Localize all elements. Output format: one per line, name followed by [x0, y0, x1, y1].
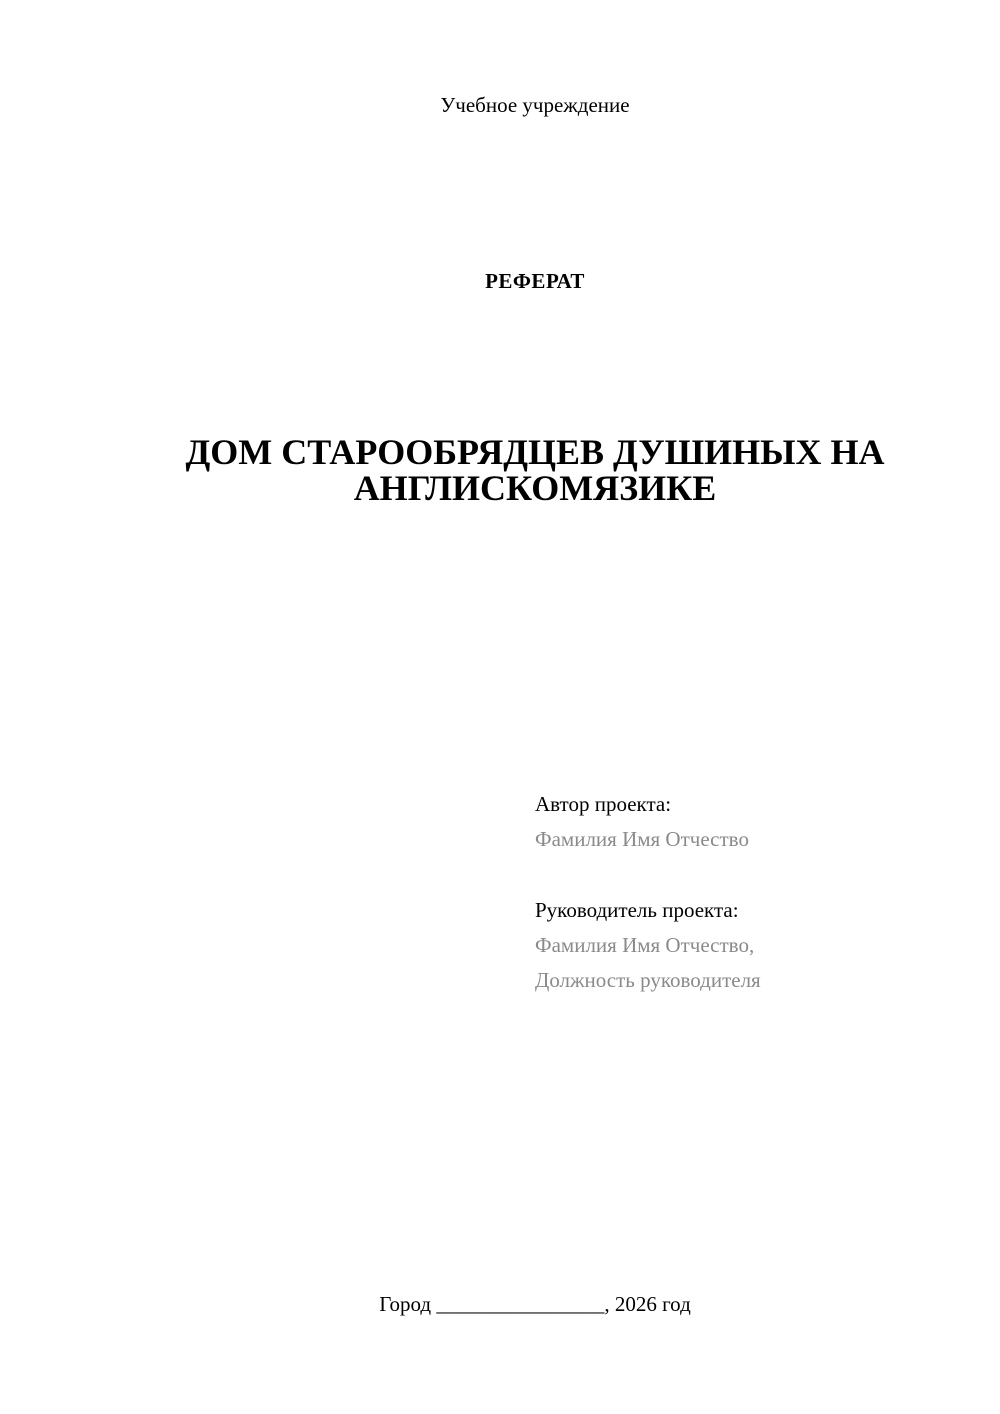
supervisor-name: Фамилия Имя Отчество,: [535, 933, 755, 957]
credits-block: [535, 787, 975, 998]
document-title-line-2: АНГЛИСКОМЯЗИКЕ: [353, 468, 717, 508]
supervisor-label: Руководитель проекта:: [535, 898, 739, 922]
document-title: [140, 434, 930, 506]
author-name: Фамилия Имя Отчество: [535, 827, 749, 851]
supervisor-position: Должность руководителя: [535, 968, 761, 992]
author-label: Автор проекта:: [535, 792, 672, 816]
credits-spacer: [535, 857, 975, 893]
document-type: РЕФЕРАТ: [485, 269, 585, 293]
city-year-line: Город ________________, 2026 год: [379, 1292, 691, 1316]
document-title-line-1: ДОМ СТАРООБРЯДЦЕВ ДУШИНЫХ НА: [185, 432, 885, 472]
institution-name: Учебное учреждение: [440, 93, 630, 117]
